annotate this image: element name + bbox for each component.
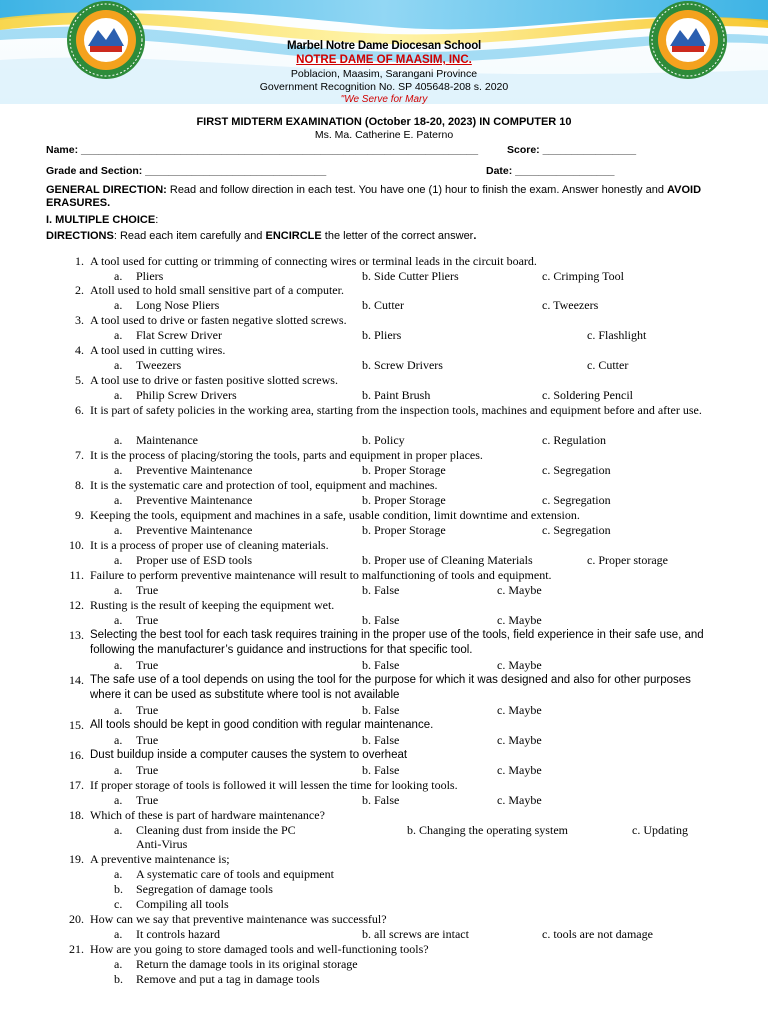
- option-c: Compiling all tools: [136, 897, 229, 911]
- option-letter: b.: [114, 882, 123, 896]
- option-a: True: [136, 658, 159, 672]
- option-b: b. False: [362, 733, 400, 747]
- option-a: Maintenance: [136, 433, 198, 447]
- school-motto: "We Serve for Mary: [340, 94, 428, 105]
- question-text: A tool used for cutting or trimming of connecting wires or terminal leads in the circuit board.: [90, 254, 537, 268]
- question-text: Keeping the tools, equipment and machines in a safe, usable condition, limit downtime and extension.: [90, 508, 580, 522]
- question-number: 14.: [69, 673, 84, 687]
- option-c: c. Regulation: [542, 433, 606, 447]
- government-recognition: Government Recognition No. SP 405648-208 s. 2020: [259, 81, 509, 93]
- option-letter: a.: [114, 523, 123, 537]
- question-number: 11.: [69, 568, 84, 582]
- section-title-colon: :: [155, 214, 159, 226]
- option-a: Return the damage tools in its original storage: [136, 957, 358, 971]
- option-b: b. False: [362, 658, 400, 672]
- option-c: c. Maybe: [497, 613, 542, 627]
- option-c: c. Flashlight: [587, 328, 647, 342]
- option-b: b. False: [362, 703, 400, 717]
- option-c: c. Maybe: [497, 733, 542, 747]
- question-number: 21.: [69, 942, 84, 956]
- school-name: Marbel Notre Dame Diocesan School: [286, 40, 482, 52]
- option-b: b. False: [362, 583, 400, 597]
- option-b: b. Pliers: [362, 328, 402, 342]
- question-text: Selecting the best tool for each task requires training in the proper use of the tools, field experience in their safe use, and following the manufacturer’s guidance and instructions for that specific tool.: [90, 629, 704, 656]
- option-a: Tweezers: [136, 358, 182, 372]
- option-a: True: [136, 613, 159, 627]
- option-letter: a.: [114, 358, 123, 372]
- option-letter: a.: [114, 493, 123, 507]
- question-text: Dust buildup inside a computer causes the system to overheat: [90, 749, 408, 761]
- option-b: Remove and put a tag in damage tools: [136, 972, 320, 986]
- option-letter: a.: [114, 388, 123, 402]
- option-c: c. Maybe: [497, 703, 542, 717]
- option-b: b. Policy: [362, 433, 405, 447]
- option-b: b. Paint Brush: [362, 388, 431, 402]
- option-letter: a.: [114, 269, 123, 283]
- question-number: 19.: [69, 852, 84, 866]
- option-b: b. Screw Drivers: [362, 358, 443, 372]
- question-number: 3.: [75, 313, 84, 327]
- question-number: 15.: [69, 718, 84, 732]
- question-number: 7.: [75, 448, 84, 462]
- option-a: A systematic care of tools and equipment: [136, 867, 334, 881]
- directions-text: : Read each item carefully and: [113, 230, 266, 242]
- directions-label: DIRECTIONS: [46, 230, 114, 242]
- option-letter: a.: [114, 867, 123, 881]
- directions-period: .: [473, 230, 477, 242]
- section-directions: [46, 230, 726, 243]
- question-number: 10.: [69, 538, 84, 552]
- question-text: If proper storage of tools is followed it will lessen the time for looking tools.: [90, 778, 458, 792]
- option-a: Philip Screw Drivers: [136, 388, 237, 402]
- option-c: c. Soldering Pencil: [542, 388, 633, 402]
- option-a: True: [136, 703, 159, 717]
- option-b: b. Proper Storage: [362, 493, 446, 507]
- question-text: A tool used to drive or fasten negative slotted screws.: [90, 313, 347, 327]
- question-number: 20.: [69, 912, 84, 926]
- option-a: True: [136, 793, 159, 807]
- directions-emphasis: ENCIRCLE: [265, 230, 322, 242]
- option-letter: a.: [114, 433, 123, 447]
- name-field: Name: ____________________________________________________________________: [46, 144, 479, 156]
- option-letter: a.: [114, 658, 123, 672]
- option-letter: b.: [114, 972, 123, 986]
- exam-title: FIRST MIDTERM EXAMINATION (October 18-20, 2023) IN COMPUTER 10: [196, 116, 572, 128]
- option-letter: a.: [114, 763, 123, 777]
- general-direction: [46, 184, 726, 210]
- option-c-continued: Anti-Virus: [136, 837, 188, 851]
- option-c: c. tools are not damage: [542, 927, 653, 941]
- option-b: b. Proper Storage: [362, 463, 446, 477]
- question-text: Failure to perform preventive maintenance will result to malfunctioning of tools and equipment.: [90, 568, 552, 582]
- option-c: c. Maybe: [497, 763, 542, 777]
- general-direction-emphasis: AVOID ERASURES.: [46, 184, 702, 209]
- question-text: It is the process of placing/storing the tools, parts and equipment in proper places.: [90, 448, 483, 462]
- teacher-name: Ms. Ma. Catherine E. Paterno: [314, 129, 454, 141]
- option-c: c. Maybe: [497, 583, 542, 597]
- question-text: All tools should be kept in good condition with regular maintenance.: [90, 719, 434, 731]
- option-letter: a.: [114, 823, 123, 837]
- question-text: How can we say that preventive maintenance was successful?: [90, 912, 387, 926]
- option-a: Preventive Maintenance: [136, 493, 253, 507]
- option-b: b. Proper use of Cleaning Materials: [362, 553, 533, 567]
- question-text: A tool used in cutting wires.: [90, 343, 226, 357]
- option-letter: a.: [114, 328, 123, 342]
- option-a: Preventive Maintenance: [136, 463, 253, 477]
- option-b: b. False: [362, 793, 400, 807]
- question-number: 16.: [69, 748, 84, 762]
- question-text: A tool use to drive or fasten positive slotted screws.: [90, 373, 338, 387]
- section-title-text: I. MULTIPLE CHOICE: [46, 214, 156, 226]
- option-b: b. Proper Storage: [362, 523, 446, 537]
- question-text: Rusting is the result of keeping the equipment wet.: [90, 598, 335, 612]
- question-text: The safe use of a tool depends on using the tool for the purpose for which it was designed and also for other purposes where it can be used as substitute where tool is not available: [90, 674, 691, 701]
- general-direction-text: Read and follow direction in each test. You have one (1) hour to finish the exam. Answer honestly and: [166, 184, 668, 196]
- date-field: Date: _________________: [486, 165, 615, 177]
- option-c: c. Tweezers: [542, 298, 599, 312]
- grade-section-field: Grade and Section: _______________________________: [46, 165, 327, 177]
- option-letter: a.: [114, 613, 123, 627]
- option-c: c. Cutter: [587, 358, 629, 372]
- option-a: Pliers: [136, 269, 164, 283]
- option-letter: a.: [114, 463, 123, 477]
- question-text: It is a process of proper use of cleaning materials.: [90, 538, 329, 552]
- section-title: [46, 214, 726, 227]
- option-letter: c.: [114, 897, 123, 911]
- question-number: 17.: [69, 778, 84, 792]
- option-c: c. Crimping Tool: [542, 269, 624, 283]
- option-a: Long Nose Pliers: [136, 298, 220, 312]
- general-direction-label: GENERAL DIRECTION:: [46, 184, 167, 196]
- option-b: b. False: [362, 613, 400, 627]
- question-text: Which of these is part of hardware maintenance?: [90, 808, 325, 822]
- option-b: b. all screws are intact: [362, 927, 469, 941]
- corporation-name: NOTRE DAME OF MAASIM, INC.: [296, 54, 472, 66]
- question-text: It is part of safety policies in the working area, starting from the inspection tools, machines and equipment before and after use.: [90, 403, 702, 417]
- option-a: Flat Screw Driver: [136, 328, 222, 342]
- option-letter: a.: [114, 793, 123, 807]
- option-b: b. Cutter: [362, 298, 404, 312]
- option-b: b. Side Cutter Pliers: [362, 269, 459, 283]
- question-number: 13.: [69, 628, 84, 642]
- option-c: c. Maybe: [497, 793, 542, 807]
- option-a: Proper use of ESD tools: [136, 553, 252, 567]
- option-a: True: [136, 733, 159, 747]
- option-a: True: [136, 583, 159, 597]
- option-a: Cleaning dust from inside the PC: [136, 823, 296, 837]
- question-text: A preventive maintenance is;: [90, 852, 230, 866]
- question-number: 18.: [69, 808, 84, 822]
- option-c: c. Maybe: [497, 658, 542, 672]
- directions-tail: the letter of the correct answer: [321, 230, 474, 242]
- question-number: 8.: [75, 478, 84, 492]
- option-letter: a.: [114, 957, 123, 971]
- school-address: Poblacion, Maasim, Sarangani Province: [290, 68, 478, 80]
- option-letter: a.: [114, 733, 123, 747]
- question-text: Atoll used to hold small sensitive part of a computer.: [90, 283, 344, 297]
- question-number: 12.: [69, 598, 84, 612]
- question-number: 6.: [75, 403, 84, 417]
- option-letter: a.: [114, 703, 123, 717]
- option-b: b. False: [362, 763, 400, 777]
- question-text: How are you going to store damaged tools and well-functioning tools?: [90, 942, 429, 956]
- option-b: b. Changing the operating system: [407, 823, 568, 837]
- question-number: 4.: [75, 343, 84, 357]
- option-letter: a.: [114, 553, 123, 567]
- question-text: It is the systematic care and protection of tool, equipment and machines.: [90, 478, 438, 492]
- option-b: Segregation of damage tools: [136, 882, 273, 896]
- option-c: c. Proper storage: [587, 553, 668, 567]
- option-a: Preventive Maintenance: [136, 523, 253, 537]
- option-a: It controls hazard: [136, 927, 220, 941]
- option-a: True: [136, 763, 159, 777]
- question-number: 5.: [75, 373, 84, 387]
- question-number: 1.: [75, 254, 84, 268]
- question-number: 9.: [75, 508, 84, 522]
- option-c: c. Segregation: [542, 493, 611, 507]
- option-c: c. Segregation: [542, 523, 611, 537]
- option-letter: a.: [114, 583, 123, 597]
- option-c: c. Segregation: [542, 463, 611, 477]
- question-number: 2.: [75, 283, 84, 297]
- option-letter: a.: [114, 927, 123, 941]
- option-letter: a.: [114, 298, 123, 312]
- option-c: c. Updating: [632, 823, 688, 837]
- score-field: Score: ________________: [507, 144, 637, 156]
